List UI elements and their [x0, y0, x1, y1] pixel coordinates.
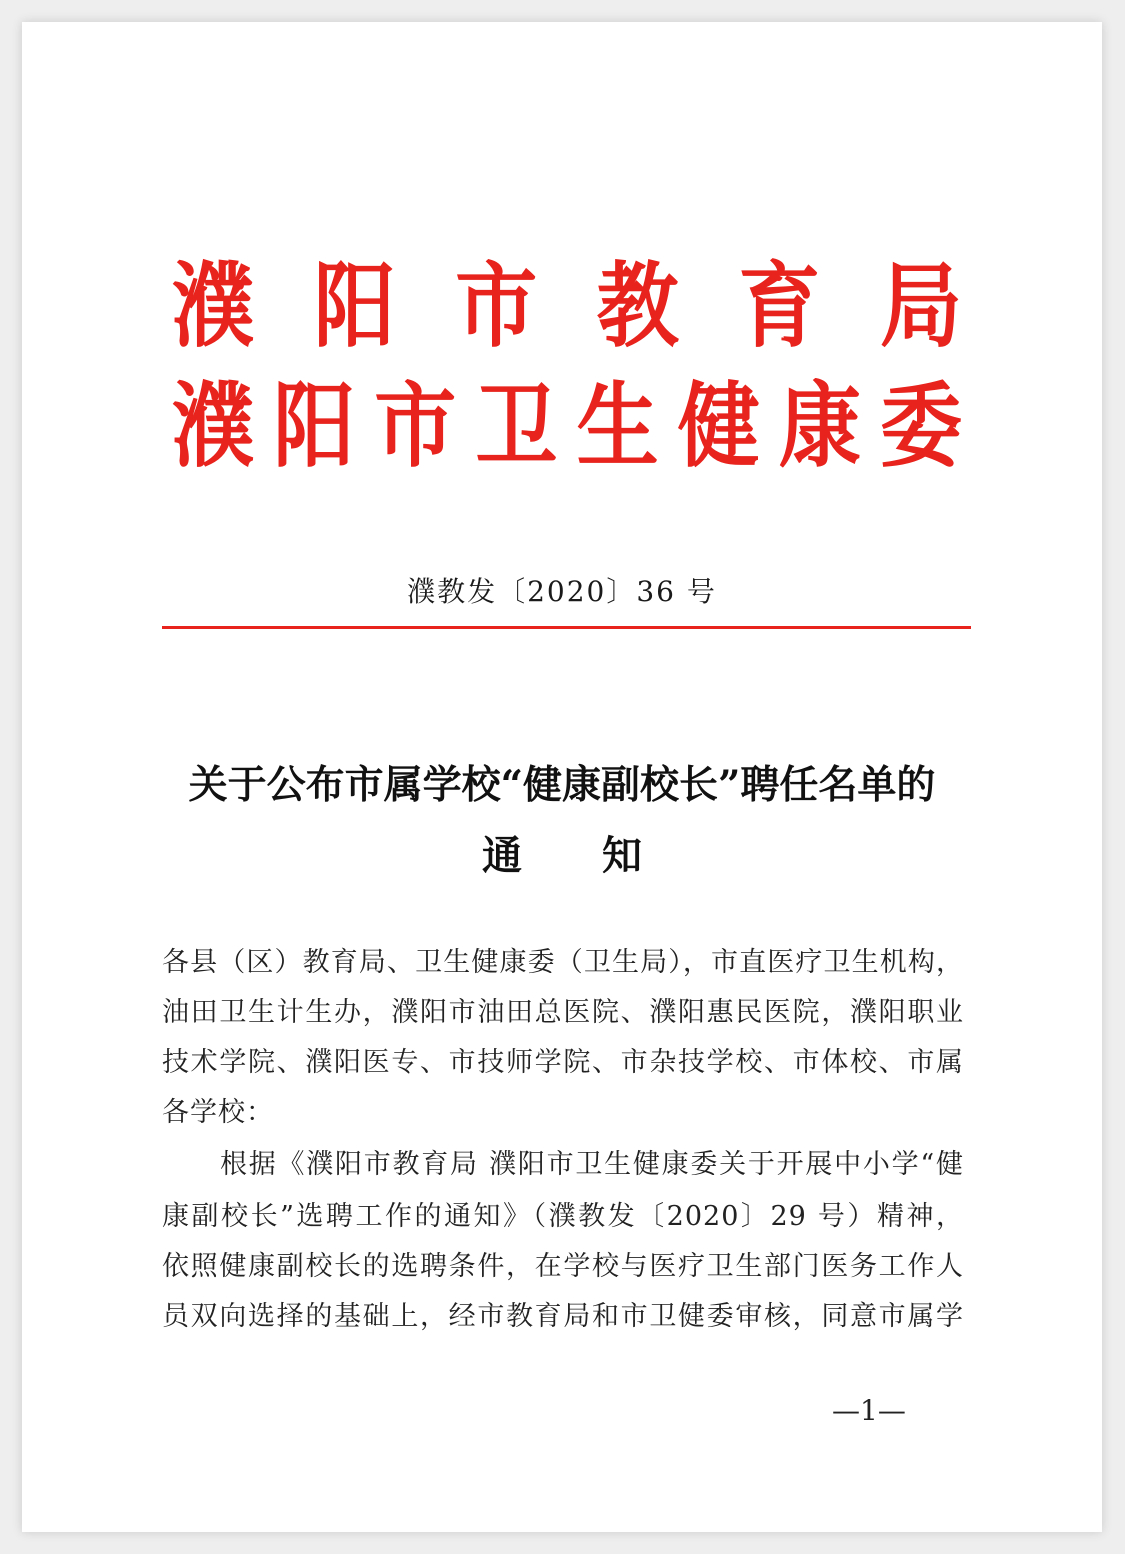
header-char: 濮 — [172, 254, 255, 361]
red-divider — [162, 626, 971, 629]
header-char: 濮 — [172, 374, 255, 481]
notice-title-line-1: 关于公布市属学校“健康副校长”聘任名单的 — [188, 762, 936, 808]
issuer-header-line-1 — [172, 254, 962, 362]
body-line: 油田卫生计生办，濮阳市油田总医院、濮阳惠民医院，濮阳职业 — [162, 997, 964, 1028]
document-number: 濮教发〔2020〕36 号 — [407, 575, 717, 608]
issuer-header-line-2 — [172, 374, 962, 482]
body-line: 员双向选择的基础上，经市教育局和市卫健委审核，同意市属学 — [162, 1301, 964, 1332]
body-line: 依照健康副校长的选聘条件，在学校与医疗卫生部门医务工作人 — [162, 1251, 964, 1282]
header-char: 市 — [374, 374, 457, 481]
header-char: 市 — [455, 254, 538, 361]
header-char: 生 — [576, 374, 659, 481]
header-char: 委 — [879, 374, 962, 481]
body-line: 技术学院、濮阳医专、市技师学院、市杂技学校、市体校、市属 — [162, 1047, 964, 1078]
header-char: 阳 — [273, 374, 356, 481]
body-line: 各学校： — [162, 1097, 274, 1128]
notice-title-line-2: 通 知 — [482, 832, 642, 879]
body-line: 根据《濮阳市教育局 濮阳市卫生健康委关于开展中小学“健 — [220, 1149, 964, 1180]
header-char: 康 — [778, 374, 861, 481]
header-char: 教 — [596, 254, 679, 361]
header-char: 阳 — [313, 254, 396, 361]
header-char: 健 — [677, 374, 760, 481]
page-number: —1— — [832, 1394, 906, 1427]
header-char: 育 — [738, 254, 821, 361]
body-line: 康副校长”选聘工作的通知》（濮教发〔2020〕29 号）精神， — [162, 1201, 964, 1232]
header-char: 局 — [879, 254, 962, 361]
header-char: 卫 — [475, 374, 558, 481]
document-page — [22, 22, 1102, 1532]
body-line: 各县（区）教育局、卫生健康委（卫生局），市直医疗卫生机构， — [162, 947, 964, 978]
